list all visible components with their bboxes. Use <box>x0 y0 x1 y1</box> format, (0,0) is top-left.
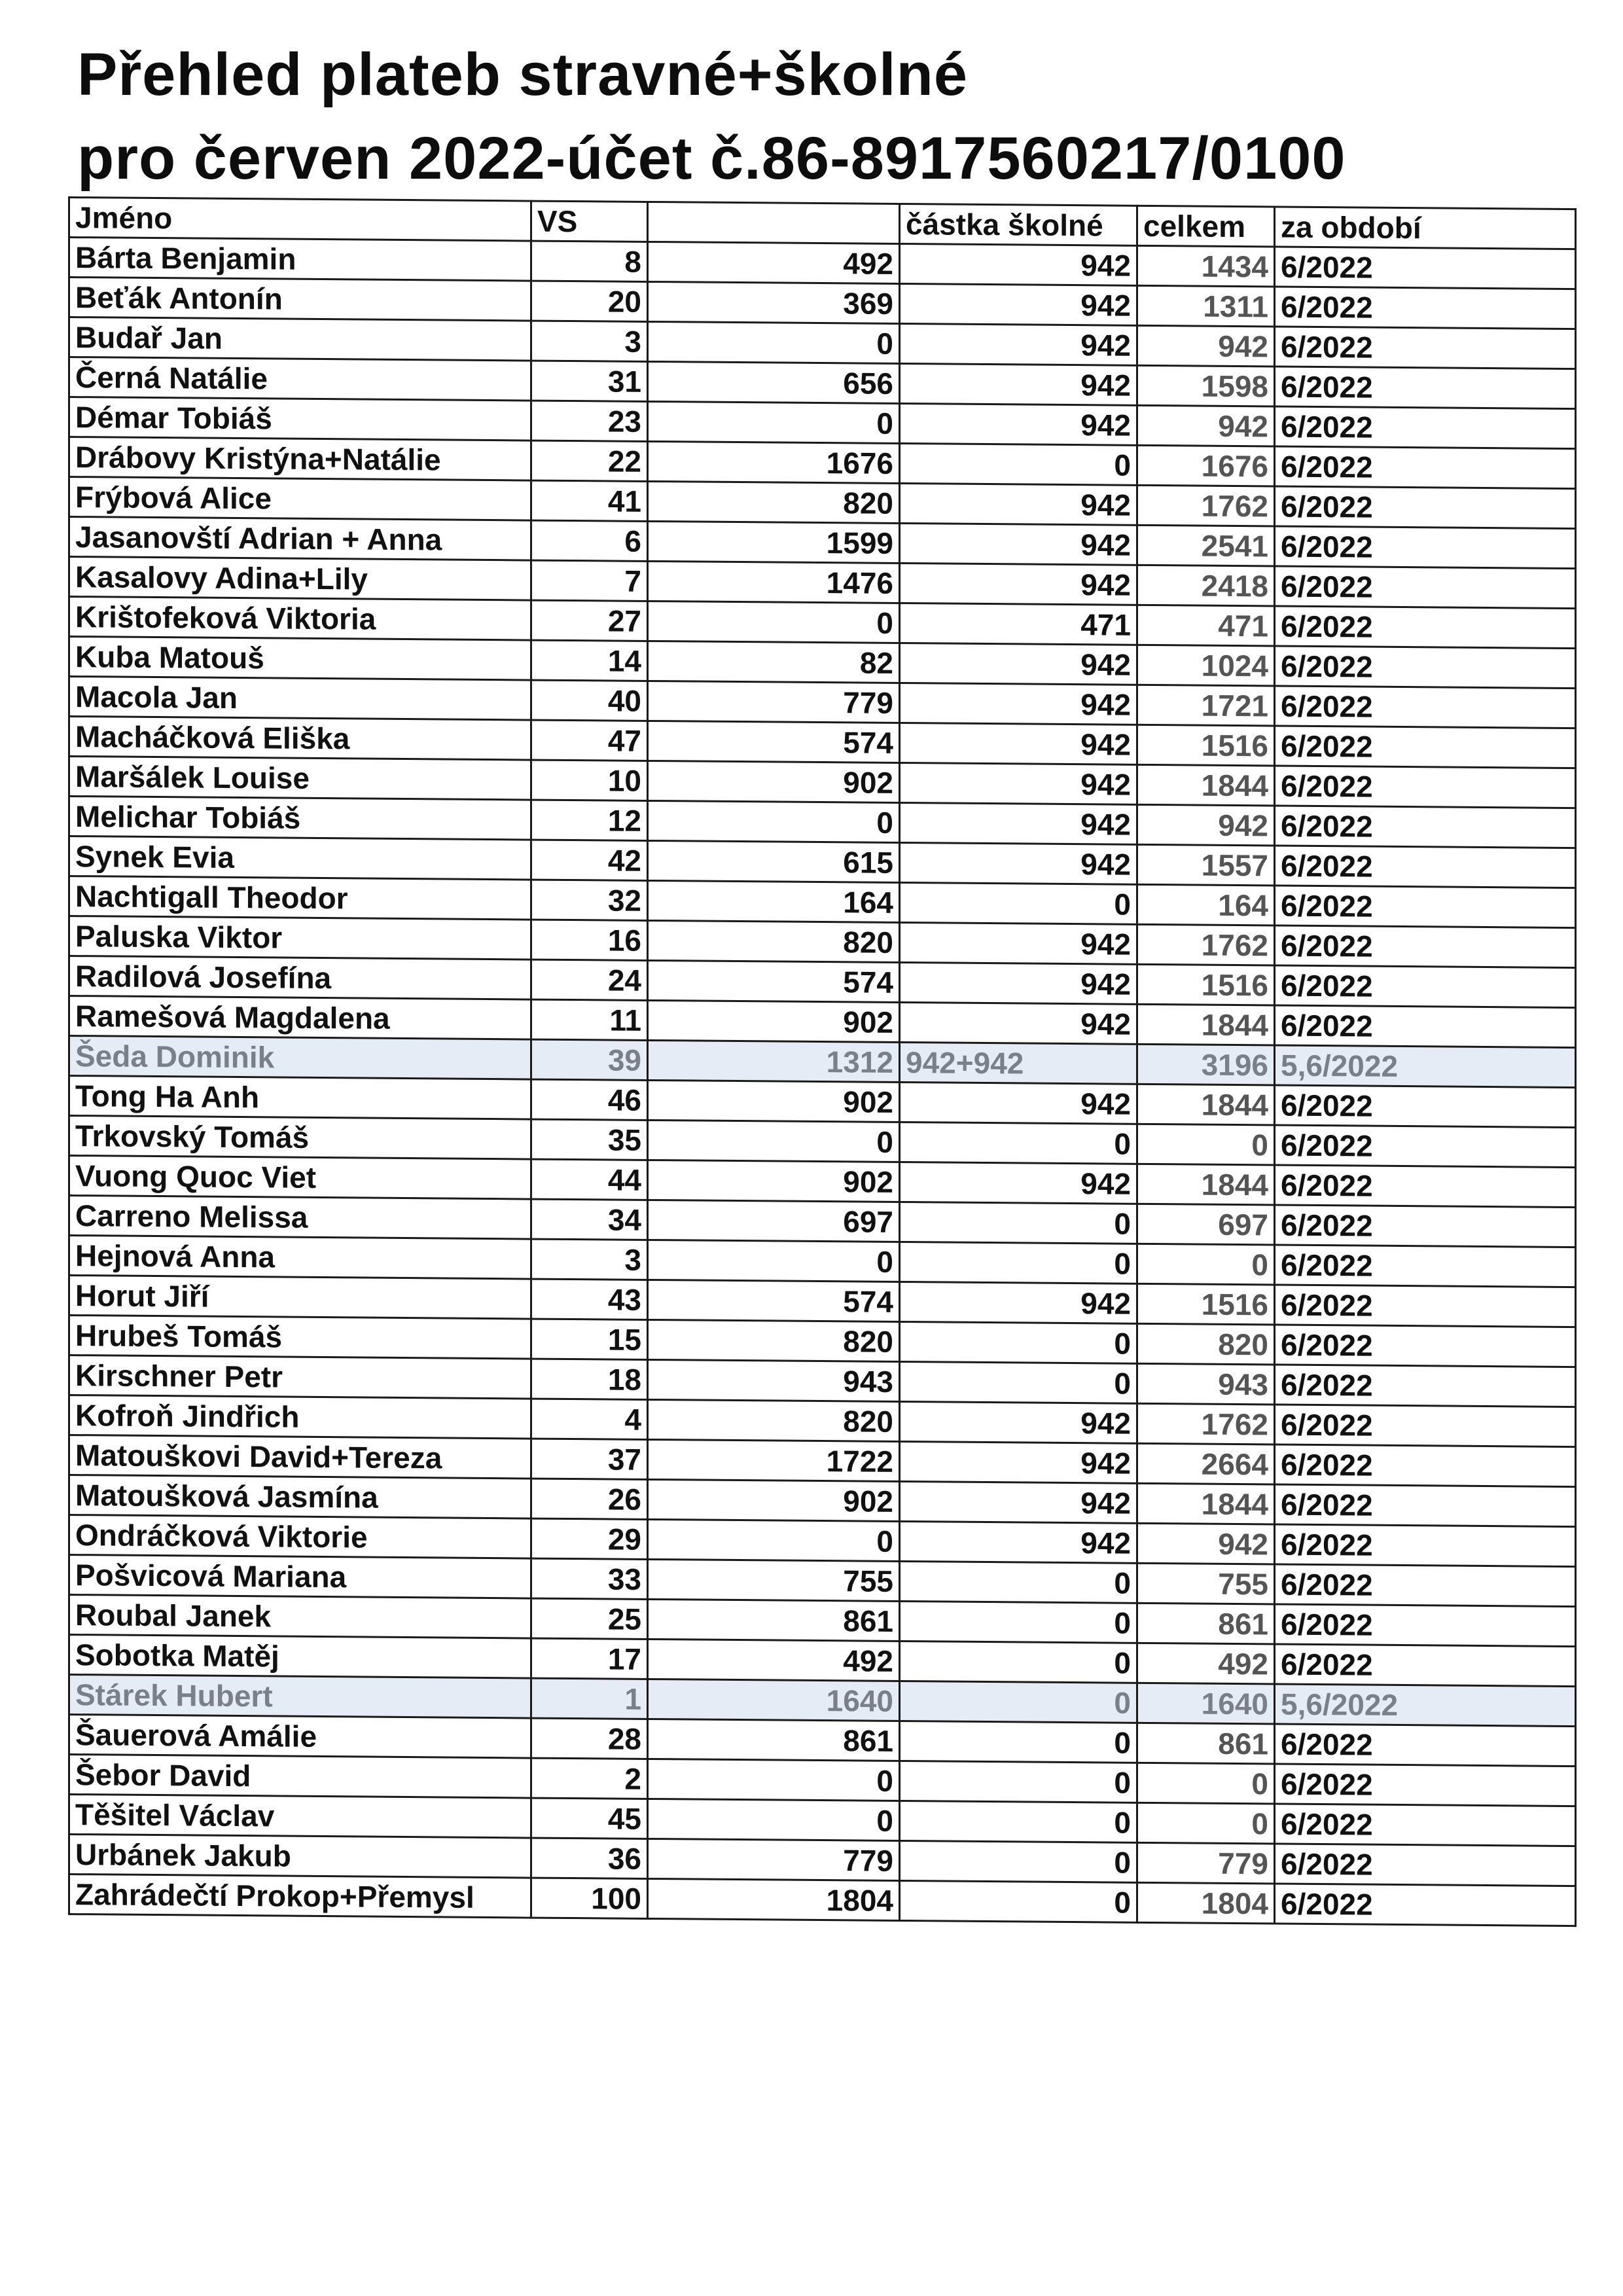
cell-total: 942 <box>1137 1523 1275 1564</box>
header-period: za období <box>1275 207 1576 249</box>
document-title-line-1: Přehled plateb stravné+školné <box>77 41 968 108</box>
cell-name: Kasalovy Adina+Lily <box>69 557 531 601</box>
cell-tuition: 942 <box>900 1481 1137 1523</box>
cell-vs: 23 <box>531 401 648 441</box>
cell-total: 1804 <box>1137 1882 1275 1924</box>
cell-vs: 35 <box>531 1119 648 1160</box>
payments-table <box>68 196 1577 1927</box>
cell-name: Kuba Matouš <box>69 637 531 681</box>
cell-vs: 32 <box>531 880 648 920</box>
header-food <box>648 202 900 243</box>
cell-total: 1844 <box>1137 1084 1275 1125</box>
cell-total: 0 <box>1137 1763 1275 1804</box>
cell-tuition: 471 <box>900 603 1137 645</box>
cell-food: 902 <box>648 761 900 802</box>
cell-total: 2541 <box>1137 525 1275 566</box>
cell-tuition: 0 <box>900 1561 1137 1603</box>
cell-name: Démar Tobiáš <box>69 397 531 441</box>
cell-period: 6/2022 <box>1275 1085 1576 1128</box>
cell-vs: 42 <box>531 840 648 880</box>
cell-total: 1762 <box>1137 924 1275 965</box>
cell-name: Paluska Viktor <box>69 916 531 960</box>
cell-period: 6/2022 <box>1275 965 1576 1008</box>
cell-vs: 3 <box>531 321 648 361</box>
cell-tuition: 942 <box>900 523 1137 565</box>
cell-tuition: 0 <box>900 1242 1137 1283</box>
cell-tuition: 0 <box>900 1761 1137 1803</box>
cell-period: 6/2022 <box>1275 925 1576 968</box>
cell-tuition: 942 <box>900 1282 1137 1323</box>
cell-vs: 40 <box>531 680 648 721</box>
cell-tuition: 942 <box>900 723 1137 764</box>
cell-total: 0 <box>1137 1244 1275 1285</box>
cell-period: 5,6/2022 <box>1275 1045 1576 1088</box>
cell-tuition: 942 <box>900 1162 1137 1204</box>
cell-name: Urbánek Jakub <box>69 1835 531 1878</box>
cell-name: Drábovy Kristýna+Natálie <box>69 437 531 481</box>
cell-total: 755 <box>1137 1563 1275 1604</box>
cell-period: 6/2022 <box>1275 1365 1576 1407</box>
cell-tuition: 942 <box>900 243 1137 285</box>
cell-tuition: 942 <box>900 1401 1137 1443</box>
cell-food: 574 <box>648 960 900 1002</box>
cell-food: 82 <box>648 641 900 683</box>
cell-vs: 46 <box>531 1079 648 1120</box>
cell-name: Kofroň Jindřich <box>69 1395 531 1439</box>
cell-period: 6/2022 <box>1275 686 1576 728</box>
cell-total: 1311 <box>1137 285 1275 327</box>
cell-period: 6/2022 <box>1275 287 1576 329</box>
cell-vs: 18 <box>531 1359 648 1399</box>
cell-tuition: 0 <box>900 1681 1137 1723</box>
cell-name: Hrubeš Tomáš <box>69 1316 531 1359</box>
cell-tuition: 942 <box>900 962 1137 1004</box>
cell-vs: 16 <box>531 920 648 960</box>
cell-period: 6/2022 <box>1275 1005 1576 1048</box>
cell-food: 0 <box>648 1799 900 1840</box>
cell-name: Šauerová Amálie <box>69 1715 531 1759</box>
cell-food: 779 <box>648 1839 900 1880</box>
document-title-line-2: pro červen 2022-účet č.86-8917560217/0100 <box>77 125 1346 192</box>
cell-total: 1762 <box>1137 1403 1275 1444</box>
cell-total: 2664 <box>1137 1443 1275 1484</box>
cell-total: 1516 <box>1137 964 1275 1005</box>
cell-name: Synek Evia <box>69 836 531 880</box>
cell-vs: 29 <box>531 1518 648 1559</box>
cell-tuition: 0 <box>900 1880 1137 1922</box>
cell-period: 6/2022 <box>1275 1165 1576 1208</box>
cell-tuition: 942 <box>900 283 1137 325</box>
cell-name: Šeda Dominik <box>69 1036 531 1080</box>
cell-name: Horut Jiří <box>69 1276 531 1319</box>
cell-name: Černá Natálie <box>69 357 531 401</box>
cell-vs: 4 <box>531 1399 648 1439</box>
cell-total: 1516 <box>1137 1283 1275 1325</box>
cell-vs: 44 <box>531 1159 648 1200</box>
cell-food: 1599 <box>648 521 900 563</box>
cell-total: 471 <box>1137 605 1275 646</box>
cell-name: Melichar Tobiáš <box>69 797 531 840</box>
cell-total: 3196 <box>1137 1044 1275 1085</box>
cell-tuition: 0 <box>900 1361 1137 1403</box>
cell-vs: 22 <box>531 440 648 481</box>
cell-period: 6/2022 <box>1275 1444 1576 1487</box>
cell-total: 164 <box>1137 884 1275 925</box>
cell-vs: 20 <box>531 281 648 321</box>
cell-tuition: 942 <box>900 1521 1137 1563</box>
cell-total: 1557 <box>1137 844 1275 886</box>
cell-name: Šebor David <box>69 1755 531 1799</box>
cell-food: 943 <box>648 1359 900 1401</box>
cell-period: 6/2022 <box>1275 406 1576 449</box>
cell-vs: 10 <box>531 760 648 800</box>
cell-period: 6/2022 <box>1275 1764 1576 1806</box>
cell-name: Hejnová Anna <box>69 1236 531 1280</box>
cell-period: 6/2022 <box>1275 1285 1576 1327</box>
cell-total: 1844 <box>1137 1483 1275 1524</box>
cell-period: 6/2022 <box>1275 1405 1576 1447</box>
cell-tuition: 942+942 <box>900 1042 1137 1084</box>
cell-name: Vuong Quoc Viet <box>69 1156 531 1200</box>
cell-food: 0 <box>648 321 900 363</box>
cell-vs: 27 <box>531 600 648 641</box>
cell-food: 755 <box>648 1559 900 1601</box>
cell-vs: 28 <box>531 1718 648 1759</box>
cell-tuition: 0 <box>900 1601 1137 1643</box>
cell-vs: 37 <box>531 1439 648 1479</box>
cell-tuition: 942 <box>900 842 1137 884</box>
cell-vs: 33 <box>531 1558 648 1599</box>
cell-name: Jasanovští Adrian + Anna <box>69 517 531 561</box>
cell-food: 1312 <box>648 1040 900 1082</box>
cell-food: 902 <box>648 1479 900 1521</box>
cell-total: 942 <box>1137 804 1275 846</box>
header-vs: VS <box>531 201 648 242</box>
cell-total: 1676 <box>1137 445 1275 486</box>
cell-tuition: 942 <box>900 403 1137 445</box>
cell-name: Tong Ha Anh <box>69 1076 531 1120</box>
cell-vs: 2 <box>531 1758 648 1799</box>
cell-name: Macola Jan <box>69 677 531 721</box>
cell-name: Krištofeková Viktoria <box>69 597 531 641</box>
cell-food: 492 <box>648 1639 900 1681</box>
cell-period: 6/2022 <box>1275 367 1576 409</box>
cell-vs: 12 <box>531 800 648 840</box>
cell-period: 6/2022 <box>1275 1524 1576 1567</box>
cell-food: 0 <box>648 1759 900 1801</box>
cell-vs: 25 <box>531 1598 648 1639</box>
cell-period: 6/2022 <box>1275 1325 1576 1367</box>
cell-vs: 15 <box>531 1319 648 1359</box>
cell-vs: 6 <box>531 520 648 561</box>
cell-total: 2418 <box>1137 565 1275 606</box>
cell-name: Ondráčková Viktorie <box>69 1515 531 1559</box>
cell-name: Matouškovi David+Tereza <box>69 1435 531 1479</box>
cell-name: Stárek Hubert <box>69 1675 531 1719</box>
cell-period: 6/2022 <box>1275 766 1576 808</box>
cell-food: 0 <box>648 401 900 443</box>
cell-name: Bárta Benjamin <box>69 238 531 281</box>
cell-tuition: 942 <box>900 363 1137 405</box>
cell-vs: 34 <box>531 1199 648 1240</box>
cell-tuition: 942 <box>900 802 1137 844</box>
cell-food: 820 <box>648 1319 900 1361</box>
cell-food: 1676 <box>648 441 900 483</box>
cell-name: Macháčková Eliška <box>69 717 531 761</box>
cell-period: 6/2022 <box>1275 1644 1576 1687</box>
cell-vs: 45 <box>531 1798 648 1839</box>
cell-name: Maršálek Louise <box>69 757 531 800</box>
cell-total: 820 <box>1137 1323 1275 1365</box>
cell-total: 1640 <box>1137 1683 1275 1724</box>
cell-vs: 3 <box>531 1239 648 1280</box>
cell-vs: 24 <box>531 960 648 1000</box>
cell-total: 697 <box>1137 1204 1275 1245</box>
cell-food: 369 <box>648 281 900 323</box>
cell-period: 6/2022 <box>1275 1804 1576 1846</box>
cell-total: 1844 <box>1137 764 1275 806</box>
cell-vs: 26 <box>531 1479 648 1519</box>
cell-total: 943 <box>1137 1363 1275 1405</box>
cell-period: 6/2022 <box>1275 1604 1576 1647</box>
cell-name: Carreno Melissa <box>69 1196 531 1240</box>
cell-vs: 100 <box>531 1878 648 1918</box>
cell-name: Budař Jan <box>69 317 531 361</box>
cell-vs: 41 <box>531 480 648 521</box>
cell-food: 697 <box>648 1200 900 1242</box>
cell-period: 6/2022 <box>1275 1205 1576 1247</box>
cell-period: 6/2022 <box>1275 486 1576 529</box>
cell-food: 861 <box>648 1719 900 1761</box>
cell-tuition: 942 <box>900 1082 1137 1124</box>
cell-period: 6/2022 <box>1275 327 1576 369</box>
cell-tuition: 942 <box>900 563 1137 605</box>
cell-period: 6/2022 <box>1275 1484 1576 1527</box>
cell-total: 0 <box>1137 1803 1275 1844</box>
cell-total: 492 <box>1137 1643 1275 1684</box>
cell-period: 6/2022 <box>1275 806 1576 848</box>
cell-name: Ramešová Magdalena <box>69 996 531 1040</box>
cell-food: 1722 <box>648 1439 900 1481</box>
header-total: celkem <box>1137 206 1275 247</box>
cell-food: 902 <box>648 1160 900 1202</box>
cell-period: 5,6/2022 <box>1275 1684 1576 1727</box>
cell-tuition: 0 <box>900 882 1137 924</box>
cell-total: 861 <box>1137 1603 1275 1644</box>
cell-food: 1640 <box>648 1679 900 1721</box>
cell-food: 820 <box>648 1399 900 1441</box>
cell-tuition: 0 <box>900 443 1137 485</box>
cell-total: 1024 <box>1137 645 1275 686</box>
cell-food: 820 <box>648 920 900 962</box>
cell-total: 0 <box>1137 1124 1275 1165</box>
cell-period: 6/2022 <box>1275 1245 1576 1287</box>
cell-tuition: 942 <box>900 762 1137 804</box>
cell-food: 492 <box>648 242 900 283</box>
cell-food: 902 <box>648 1000 900 1042</box>
cell-name: Sobotka Matěj <box>69 1635 531 1679</box>
header-tuition: částka školné <box>900 204 1137 245</box>
cell-name: Nachtigall Theodor <box>69 876 531 920</box>
cell-period: 6/2022 <box>1275 526 1576 569</box>
cell-food: 1804 <box>648 1878 900 1920</box>
cell-period: 6/2022 <box>1275 646 1576 689</box>
cell-food: 0 <box>648 1120 900 1162</box>
cell-food: 820 <box>648 481 900 523</box>
cell-period: 6/2022 <box>1275 886 1576 928</box>
cell-vs: 11 <box>531 999 648 1040</box>
cell-tuition: 942 <box>900 1441 1137 1483</box>
cell-vs: 17 <box>531 1638 648 1679</box>
cell-period: 6/2022 <box>1275 566 1576 609</box>
cell-tuition: 942 <box>900 643 1137 685</box>
cell-name: Radilová Josefína <box>69 956 531 1000</box>
cell-total: 942 <box>1137 325 1275 367</box>
cell-food: 615 <box>648 840 900 882</box>
cell-total: 1721 <box>1137 685 1275 726</box>
cell-vs: 14 <box>531 640 648 681</box>
cell-total: 1598 <box>1137 365 1275 406</box>
cell-name: Zahrádečtí Prokop+Přemysl <box>69 1874 531 1918</box>
cell-name: Beťák Antonín <box>69 278 531 321</box>
cell-tuition: 0 <box>900 1641 1137 1683</box>
cell-vs: 8 <box>531 241 648 281</box>
cell-name: Frýbová Alice <box>69 477 531 521</box>
cell-period: 6/2022 <box>1275 1125 1576 1168</box>
cell-food: 861 <box>648 1599 900 1641</box>
cell-period: 6/2022 <box>1275 846 1576 888</box>
cell-total: 1434 <box>1137 245 1275 287</box>
cell-period: 6/2022 <box>1275 1564 1576 1607</box>
cell-tuition: 942 <box>900 483 1137 525</box>
cell-food: 0 <box>648 1519 900 1561</box>
cell-name: Těšitel Václav <box>69 1795 531 1839</box>
cell-vs: 1 <box>531 1678 648 1719</box>
cell-food: 574 <box>648 1280 900 1321</box>
cell-vs: 43 <box>531 1279 648 1319</box>
cell-tuition: 942 <box>900 323 1137 365</box>
cell-food: 164 <box>648 880 900 922</box>
cell-tuition: 0 <box>900 1321 1137 1363</box>
cell-period: 6/2022 <box>1275 1884 1576 1926</box>
cell-food: 0 <box>648 601 900 643</box>
cell-total: 1844 <box>1137 1004 1275 1045</box>
cell-food: 656 <box>648 361 900 403</box>
cell-period: 6/2022 <box>1275 1724 1576 1767</box>
cell-total: 861 <box>1137 1723 1275 1764</box>
cell-tuition: 0 <box>900 1721 1137 1763</box>
cell-total: 942 <box>1137 405 1275 446</box>
cell-tuition: 942 <box>900 1002 1137 1044</box>
cell-food: 0 <box>648 800 900 842</box>
cell-tuition: 942 <box>900 683 1137 725</box>
cell-tuition: 0 <box>900 1202 1137 1244</box>
cell-vs: 47 <box>531 720 648 761</box>
cell-vs: 7 <box>531 560 648 601</box>
cell-vs: 36 <box>531 1838 648 1878</box>
cell-total: 1516 <box>1137 725 1275 766</box>
cell-tuition: 0 <box>900 1122 1137 1164</box>
cell-food: 574 <box>648 721 900 762</box>
cell-period: 6/2022 <box>1275 726 1576 768</box>
cell-food: 902 <box>648 1080 900 1122</box>
cell-period: 6/2022 <box>1275 247 1576 289</box>
cell-name: Roubal Janek <box>69 1595 531 1639</box>
cell-vs: 31 <box>531 361 648 401</box>
cell-food: 1476 <box>648 561 900 603</box>
header-name: Jméno <box>69 198 531 242</box>
cell-food: 779 <box>648 681 900 723</box>
cell-total: 1844 <box>1137 1164 1275 1205</box>
cell-name: Kirschner Petr <box>69 1355 531 1399</box>
cell-name: Matoušková Jasmína <box>69 1475 531 1519</box>
cell-period: 6/2022 <box>1275 446 1576 489</box>
cell-total: 1762 <box>1137 485 1275 526</box>
cell-vs: 39 <box>531 1039 648 1080</box>
cell-tuition: 942 <box>900 922 1137 964</box>
cell-period: 6/2022 <box>1275 1844 1576 1886</box>
cell-period: 6/2022 <box>1275 606 1576 649</box>
cell-name: Trkovský Tomáš <box>69 1116 531 1160</box>
cell-tuition: 0 <box>900 1840 1137 1882</box>
cell-total: 779 <box>1137 1842 1275 1884</box>
cell-tuition: 0 <box>900 1801 1137 1842</box>
cell-food: 0 <box>648 1240 900 1282</box>
cell-name: Pošvicová Mariana <box>69 1555 531 1599</box>
